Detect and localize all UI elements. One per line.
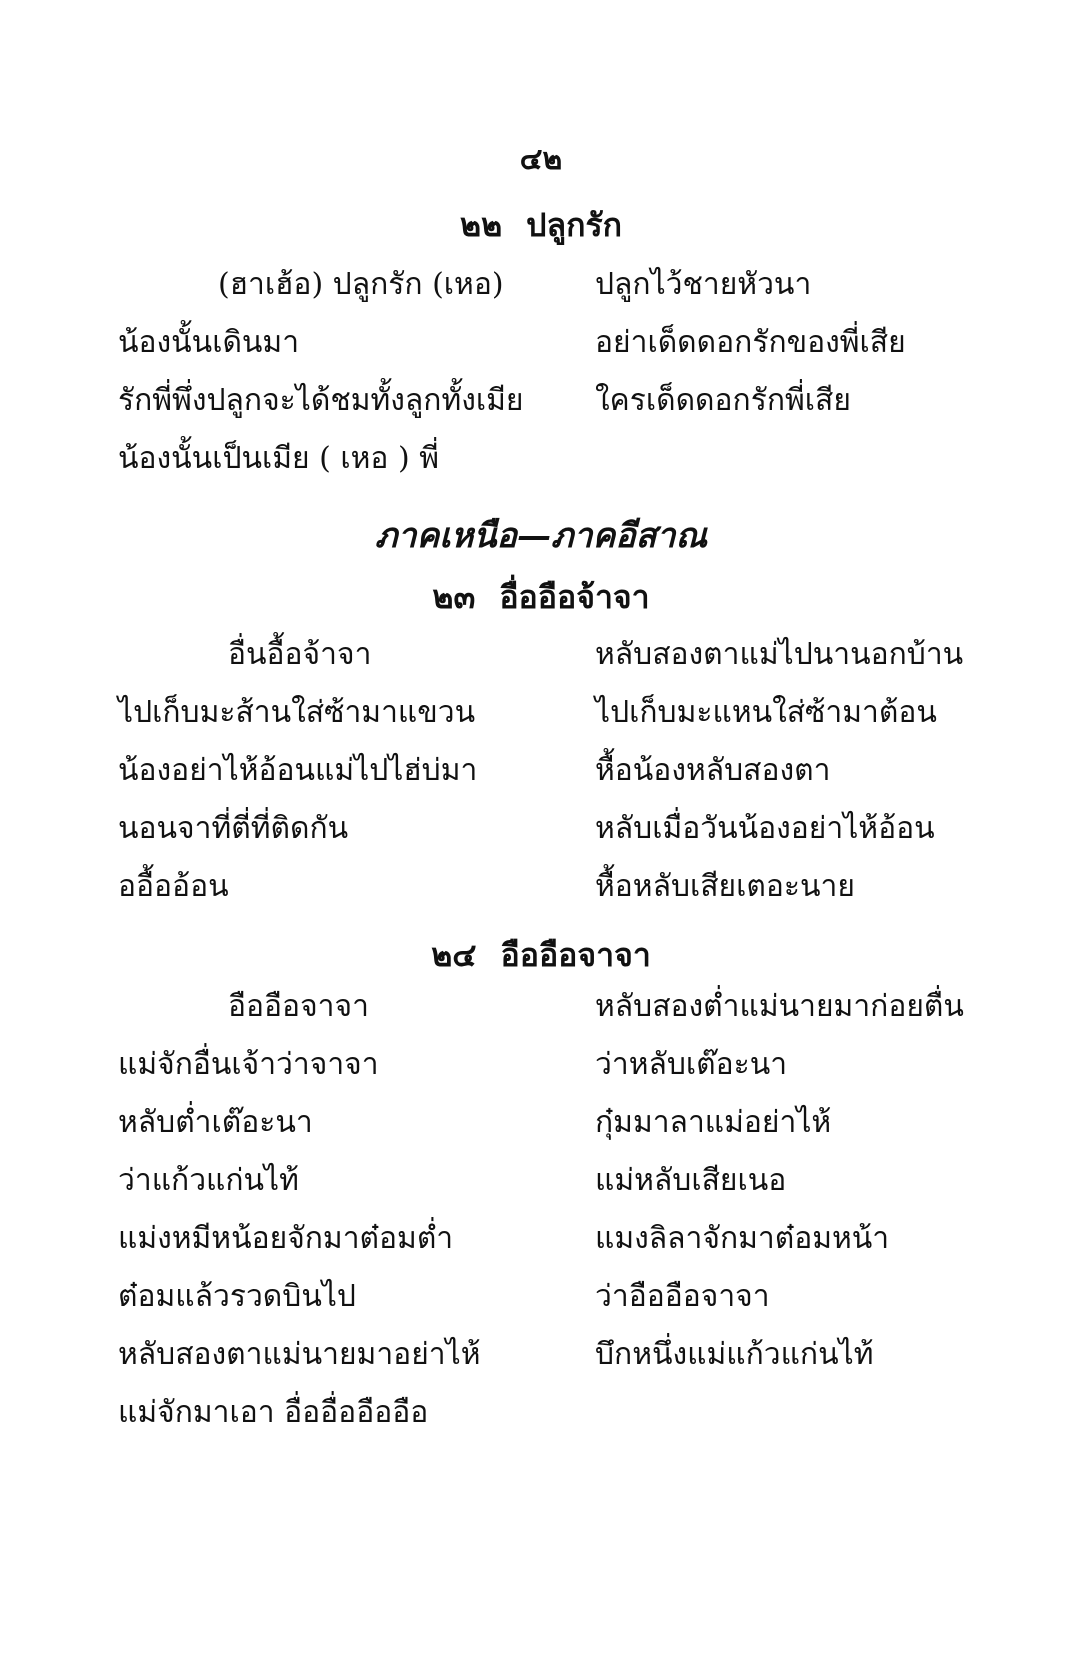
verse-line: หลับสองตาแม่ไปนานอกบ้าน xyxy=(595,637,964,672)
page-number: ๔๒ xyxy=(519,142,563,177)
verse-line: หลับเมื่อวันน้องอย่าไห้อ้อน xyxy=(595,811,935,846)
verse-line: นอนจาที่ตี่ที่ติดกัน xyxy=(118,811,349,846)
verse-line: ว่าหลับเต๊อะนา xyxy=(595,1047,788,1082)
verse-line: ออื้ออ้อน xyxy=(118,869,229,904)
verse-line: อย่าเด็ดดอกรักของพี่เสีย xyxy=(595,325,906,360)
song-title-24 xyxy=(0,930,1082,981)
verse-line: น้องนั้นเดินมา xyxy=(118,325,300,360)
verse-line: หื้อหลับเสียเตอะนาย xyxy=(595,869,855,904)
verse-line: แม่งหมีหน้อยจักมาต๋อมต่ำ xyxy=(118,1221,454,1256)
song-title-22 xyxy=(0,200,1082,251)
verse-line: น้องอย่าไห้อ้อนแม่ไปไฮ่บ่มา xyxy=(118,753,478,788)
song-number: ๒๓ xyxy=(432,578,476,616)
verse-line: อืออือจาจา xyxy=(228,989,369,1024)
song-number: ๒๒ xyxy=(459,206,503,244)
verse-line: ปลูกไว้ชายหัวนา xyxy=(595,267,812,302)
verse-line: หลับสองต่ำแม่นายมาก่อยตื่น xyxy=(595,989,964,1024)
section-title: ภาคเหนือ—ภาคอีสาณ xyxy=(375,516,707,556)
song-name: อืออือจาจา xyxy=(500,936,651,974)
verse-line: หลับสองตาแม่นายมาอย่าไห้ xyxy=(118,1337,481,1372)
verse-line: อื่นอื้อจ้าจา xyxy=(228,637,372,672)
verse-line: แม่จักมาเอา อื่ออื่ออืออือ xyxy=(118,1395,429,1430)
verse-line: แม่หลับเสียเนอ xyxy=(595,1163,787,1198)
verse-line: รักพี่พึ่งปลูกจะได้ชมทั้งลูกทั้งเมีย xyxy=(118,383,524,418)
verse-line: บึกหนึ่งแม่แก้วแก่นไท้ xyxy=(595,1337,874,1372)
song-title-23 xyxy=(0,572,1082,623)
verse-line: น้องนั้นเป็นเมีย ( เหอ ) พี่ xyxy=(118,441,439,476)
song-number: ๒๔ xyxy=(431,936,477,974)
verse-line: แม่จักอื่นเจ้าว่าจาจา xyxy=(118,1047,379,1082)
verse-line: ไปเก็บมะส้านใส่ซ้ามาแขวน xyxy=(118,695,476,730)
verse-line: ไปเก็บมะแหนใส่ซ้ามาต้อน xyxy=(595,695,937,730)
verse-line: หื้อน้องหลับสองตา xyxy=(595,753,831,788)
song-name: อื่ออือจ้าจา xyxy=(499,578,650,616)
verse-line: ใครเด็ดดอกรักพี่เสีย xyxy=(595,383,851,418)
verse-line: กุ๋มมาลาแม่อย่าไห้ xyxy=(595,1105,832,1140)
verse-line: (ฮาเฮ้อ) ปลูกรัก (เหอ) xyxy=(218,267,504,302)
verse-line: ว่าอืออือจาจา xyxy=(595,1279,770,1314)
verse-line: ว่าแก้วแก่นไท้ xyxy=(118,1163,299,1198)
verse-line: ต๋อมแล้วรวดบินไป xyxy=(118,1279,356,1314)
song-name: ปลูกรัก xyxy=(526,206,623,244)
verse-line: แมงลิลาจักมาต๋อมหน้า xyxy=(595,1221,890,1256)
verse-line: หลับต่ำเต๊อะนา xyxy=(118,1105,313,1140)
